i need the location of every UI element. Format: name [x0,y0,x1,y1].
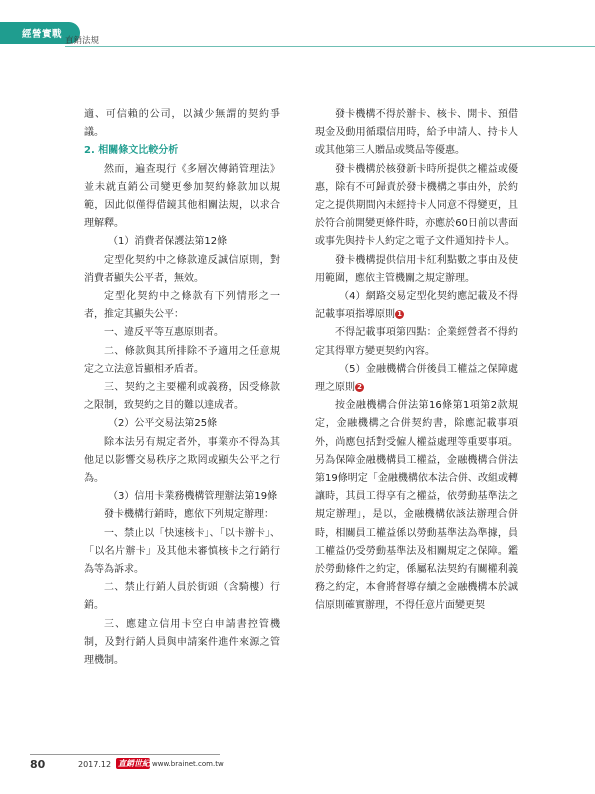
paragraph [84,106,280,142]
paragraph-text: 二、條款與其所排除不予適用之任意規定之立法意旨顯相矛盾者。 [84,345,280,375]
paragraph-text: （2）公平交易法第25條 [108,418,218,430]
section-heading [84,142,280,160]
paragraph-text: 定型化契約中之條款違反誠信原則，對消費者顯失公平者，無效。 [84,254,280,284]
paragraph-text: 按金融機構合併法第16條第1項第2款規定，金融機構之合併契約書，除應記載事項外，尚應包括對受僱人權益處理等重要事項。另為保障金融機構員工權益，金融機構合併法第19條明定「金融機構依本法合併、改組或轉讓時，其員工得享有之權益，依勞動基準法之規定辦理」，是以，金融機構依該法辦理合併時，相關員工權益係以勞動基準法為準據，員工權益仍受勞動基準法及相關規定之保障。鑑於勞動條件之約定，係屬私法契約有關權利義務之約定，本會將督導存續之金融機構本於誠信原則確實辦理，不得任意片面變更契 [315,400,518,612]
paragraph [84,288,280,324]
paragraph [84,506,280,524]
footer-divider [30,754,220,755]
subheading [84,415,280,433]
paragraph [315,324,518,360]
paragraph-text: 發卡機構行銷時，應依下列規定辦理： [104,509,274,521]
paragraph-text: 然而，遍查現行《多層次傳銷管理法》並未就直銷公司變更參加契約條款加以規範，因此似僅得借鏡其他相關法規，以求合理解釋。 [84,163,280,230]
paragraph [84,343,280,379]
paragraph-text: （1）消費者保護法第12條 [108,236,228,248]
paragraph-text: 發卡機構提供信用卡紅利點數之事由及使用範圍，應依主管機關之規定辦理。 [315,254,518,284]
right-column [315,106,518,616]
subsection-title: 直銷法規 [65,36,100,46]
paragraph [315,397,518,615]
paragraph-text: 三、應建立信用卡空白申請書控管機制，及對行銷人員與申請案件進件來源之管理機制。 [84,618,280,667]
footnote-marker: 2 [355,383,364,392]
subheading [315,361,518,397]
paragraph-text: 一、禁止以「快速核卡」、「以卡辦卡」、「以名片辦卡」及其他未審慎核卡之行銷行為等為訴求。 [84,527,280,576]
subheading [84,233,280,251]
paragraph-text: （4）網路交易定型化契約應記載及不得記載事項指導原則 [315,291,518,321]
header-divider [65,46,595,47]
paragraph [84,324,280,342]
subheading [84,488,280,506]
paragraph [315,252,518,288]
paragraph [84,379,280,415]
paragraph [84,525,280,580]
paragraph [84,579,280,615]
paragraph [84,161,280,234]
page-number: 80 [30,758,46,771]
paragraph-text: 除本法另有規定者外，事業亦不得為其他足以影響交易秩序之欺罔或顯失公平之行為。 [84,436,280,485]
paragraph-text: 定型化契約中之條款有下列情形之一者，推定其顯失公平： [84,291,280,321]
website-url: www.brainet.com.tw [152,760,224,768]
paragraph-text: （5）金融機構合併後員工權益之保障處理之原則 [315,363,518,394]
paragraph [315,161,518,252]
paragraph [84,616,280,671]
footnote-marker: 1 [395,310,404,319]
paragraph-text: 適、可信賴的公司，以減少無謂的契約爭議。 [84,109,280,139]
subheading [315,288,518,324]
paragraph [315,106,518,161]
paragraph [84,434,280,489]
paragraph-text: 一、違反平等互惠原則者。 [104,327,224,339]
paragraph [84,252,280,288]
paragraph-text: 三、契約之主要權利或義務，因受條款之限制，致契約之目的難以達成者。 [84,382,280,412]
left-column [84,106,280,670]
paragraph-text: （3）信用卡業務機構管理辦法第19條 [108,491,278,503]
paragraph-text: 不得記載事項第四點：企業經營者不得約定其得單方變更契約內容。 [315,327,518,357]
paragraph-text: 發卡機構不得於辦卡、核卡、開卡、預借現金及動用循環信用時，給予申請人、持卡人或其他第三人贈品或獎品等優惠。 [315,109,518,157]
paragraph-text: 二、禁止行銷人員於街頭（含騎樓）行銷。 [84,582,280,612]
paragraph-text: 2. 相關條文比較分析 [84,145,179,157]
issue-date: 2017.12 [78,760,112,769]
magazine-logo-text: 直銷世紀 [118,759,150,768]
section-tab-label: 經營實戰 [22,29,63,40]
magazine-logo [116,758,150,769]
paragraph-text: 發卡機構於核發新卡時所提供之權益或優惠，除有不可歸責於發卡機構之事由外，於約定之提供期間內未經持卡人同意不得變更，且於符合前開變更條件時，亦應於60日前以書面或事先與持卡人約定之電子文件通知持卡人。 [315,163,518,248]
